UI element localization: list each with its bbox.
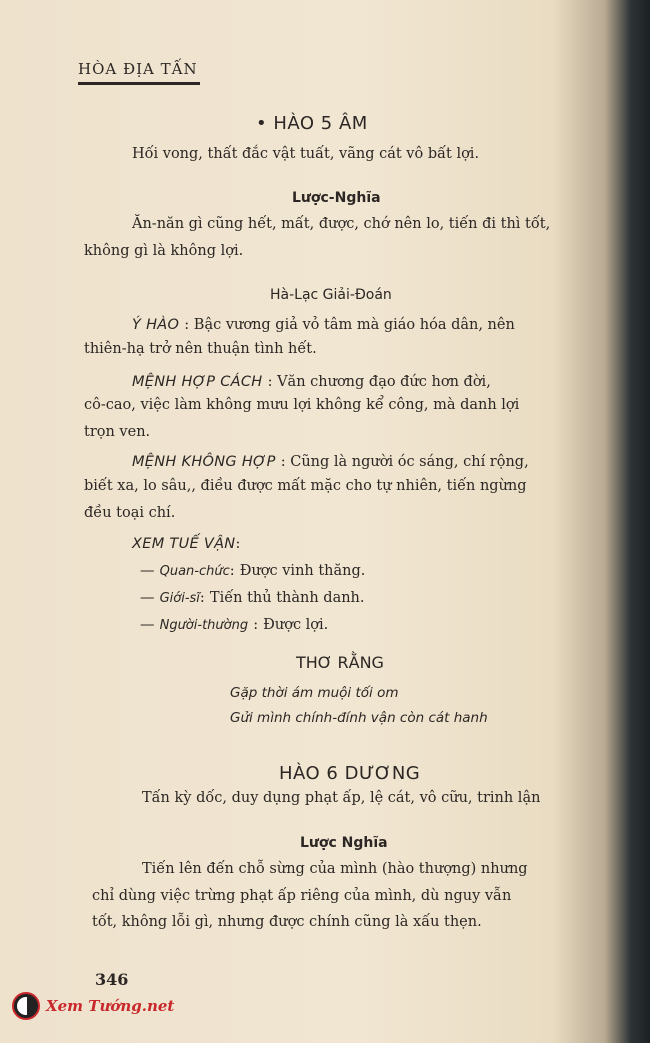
paragraph-line: tốt, không lỗi gì, nhưng được chính cũng là xấu thẹn. [92,914,482,930]
paragraph-line: chỉ dùng việc trừng phạt ấp riêng của mình, dù nguy vẫn [92,888,512,904]
item-sep: : [253,617,259,633]
entry-label: MỆNH HỢP CÁCH [132,374,263,390]
item-dash: — [140,590,155,606]
entry-label: MỆNH KHÔNG HỢP [132,454,276,470]
subheading-luoc-nghia: Lược Nghĩa [300,835,388,851]
paragraph-line: Tiến lên đến chỗ sừng của mình (hào thượng) nhưng [142,861,528,877]
item-text: Được vinh thăng. [239,563,366,579]
xem-item [140,560,365,579]
xem-tue-van-heading [132,533,240,552]
entry-text: : Bậc vương giả vỏ tâm mà giáo hóa dân, nên [184,317,515,333]
entry-label: XEM TUẾ VẬN [132,536,236,552]
xem-item [140,614,328,633]
page-number: 346 [95,970,129,989]
book-title-header: HÒA ĐỊA TẤN [78,60,200,85]
bullet-dot-icon: • [256,113,274,134]
watermark-text: Xem Tướng.net [46,997,175,1015]
entry-label: Ý HÀO [132,317,180,333]
paragraph-line: Ăn-năn gì cũng hết, mất, được, chớ nên lo, tiến đi thì tốt, [132,216,551,232]
menh-khong-hop-entry [132,451,529,470]
paragraph-line: cô-cao, việc làm không mưu lợi không kể công, mà danh lợi [84,397,520,413]
hexagram-verse: Hối vong, thất đắc vật tuất, vãng cát vô bất lợi. [132,146,480,162]
section-title-text: HÀO 5 ÂM [273,113,368,134]
subheading-luoc-nghia: Lược-Nghĩa [292,190,381,206]
paragraph-line: biết xa, lo sâu,, điều được mất mặc cho tự nhiên, tiến ngừng [84,478,527,494]
yin-yang-icon [12,992,40,1020]
item-sep: : [229,563,235,579]
xem-item [140,587,365,606]
subheading-ha-lac: Hà-Lạc Giải-Đoán [270,287,392,303]
item-text: Được lợi. [263,617,329,633]
item-dash: — [140,617,155,633]
paragraph-line: đều toại chí. [84,505,176,521]
paragraph-line: không gì là không lợi. [84,243,244,259]
entry-text: : Văn chương đạo đức hơn đời, [267,374,491,390]
poem-line: Gửi mình chính-đính vận còn cát hanh [230,710,488,726]
entry-colon: : [235,536,241,552]
section-title-hao-5-am [256,113,368,134]
section-title-hao-6-duong: HÀO 6 DƯƠNG [279,763,421,784]
y-hao-entry [132,314,515,333]
poem-title: THƠ RẰNG [296,653,384,672]
poem-line: Gặp thời ám muội tối om [230,685,399,701]
entry-text: : Cũng là người óc sáng, chí rộng, [280,454,529,470]
menh-hop-cach-entry [132,371,491,390]
item-who: Người-thường [159,618,249,633]
item-who: Quan-chức [159,564,230,579]
site-watermark [12,992,174,1020]
item-sep: : [199,590,205,606]
item-who: Giới-sĩ [159,591,200,606]
item-dash: — [140,563,155,579]
paragraph-line: thiên-hạ trở nên thuận tình hết. [84,341,317,357]
item-text: Tiến thủ thành danh. [209,590,365,606]
hexagram-verse: Tấn kỳ dốc, duy dụng phạt ấp, lệ cát, vô cữu, trinh lận [142,790,541,806]
paragraph-line: trọn ven. [84,424,151,440]
